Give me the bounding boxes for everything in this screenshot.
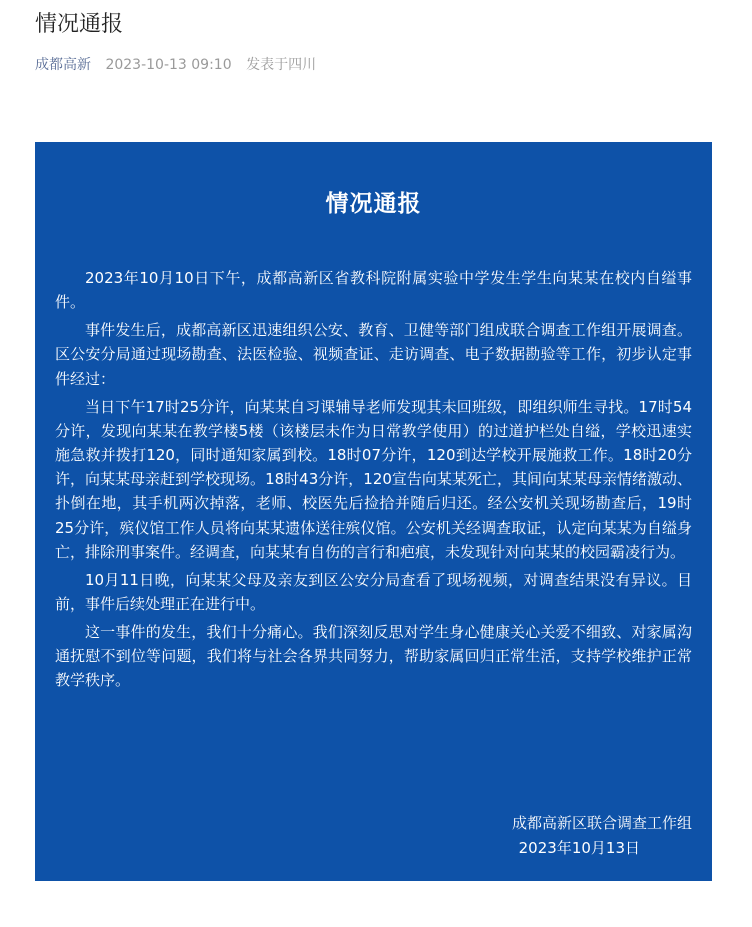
notice-paragraph-3: 当日下午17时25分许，向某某自习课辅导老师发现其未回班级，即组织师生寻找。17时54分许，发现向某某在教学楼5楼（该楼层未作为日常教学使用）的过道护栏处自缢，学校迅速实施急救并拨打120，同时通知家属到校。18时07分许，120到达学校开展施救工作。18时20分许，向某某母亲赶到学校现场。18时43分许，120宣告向某某死亡，其间向某某母亲情绪激动、扑倒在地，其手机两次掉落，老师、校医先后捡拾并随后归还。经公安机关现场勘查后，19时25分许，殡仪馆工作人员将向某某遗体送往殡仪馆。公安机关经调查取证，认定向某某为自缢身亡，排除刑事案件。经调查，向某某有自伤的言行和疤痕，未发现针对向某某的校园霸凌行为。 bbox=[55, 397, 692, 561]
article-meta bbox=[35, 55, 316, 75]
notice-signature bbox=[452, 811, 692, 861]
notice-body bbox=[55, 266, 692, 696]
notice-paragraph-2: 事件发生后，成都高新区迅速组织公安、教育、卫健等部门组成联合调查工作组开展调查。区公安分局通过现场勘查、法医检验、视频查证、走访调查、电子数据勘验等工作，初步认定事件经过： bbox=[55, 321, 692, 388]
publish-datetime: 2023-10-13 09:10 bbox=[105, 57, 232, 73]
signature-date: 2023年10月13日 bbox=[518, 839, 640, 857]
notice-paragraph-5: 这一事件的发生，我们十分痛心。我们深刻反思对学生身心健康关心关爱不细致、对家属沟通抚慰不到位等问题，我们将与社会各界共同努力，帮助家属回归正常生活，支持学校维护正常教学秩序。 bbox=[55, 623, 692, 690]
notice-paragraph-1: 2023年10月10日下午，成都高新区省教科院附属实验中学发生学生向某某在校内自缢事件。 bbox=[55, 269, 692, 312]
notice-image bbox=[35, 142, 712, 881]
publish-location: 发表于四川 bbox=[246, 57, 317, 73]
notice-heading: 情况通报 bbox=[325, 191, 422, 217]
account-name-link[interactable]: 成都高新 bbox=[35, 57, 91, 73]
article-title: 情况通报 bbox=[35, 12, 124, 37]
notice-paragraph-4: 10月11日晚，向某某父母及亲友到区公安分局查看了现场视频，对调查结果没有异议。目前，事件后续处理正在进行中。 bbox=[55, 570, 692, 614]
signature-organization: 成都高新区联合调查工作组 bbox=[511, 814, 692, 832]
